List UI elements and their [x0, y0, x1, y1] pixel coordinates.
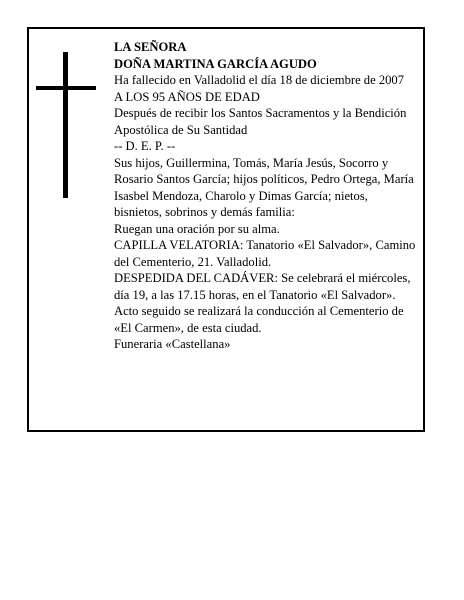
- prayer-line: Ruegan una oración por su alma.: [114, 221, 280, 236]
- cross-icon: [36, 52, 96, 198]
- cross-vertical-bar: [63, 52, 68, 198]
- death-info: Ha fallecido en Valladolid el día 18 de diciembre de 2007: [114, 73, 405, 87]
- cross-horizontal-bar: [36, 86, 96, 90]
- title-line-1: LA SEÑORA: [114, 40, 187, 54]
- age-line: A LOS 95 AÑOS DE EDAD: [114, 89, 260, 104]
- farewell-line: DESPEDIDA DEL CADÁVER: Se celebrará el miércoles, día 19, a las 17.15 horas, en el Tanatorio «El Salvador». Acto seguido se realizará la conducción al Cementerio de «El Carmen», de esta ciudad.: [114, 271, 411, 335]
- funeral-home-line: Funeraria «Castellana»: [114, 337, 231, 351]
- family-line: Sus hijos, Guillermina, Tomás, María Jesús, Socorro y Rosario Santos García; hijos políticos, Pedro Ortega, María Isasbel Mendoza, Charolo y Dimas García; nietos, bisnietos, sobrinos y demás familia:: [114, 155, 414, 219]
- deceased-name: DOÑA MARTINA GARCÍA AGUDO: [114, 56, 317, 71]
- obituary-text: [114, 39, 416, 353]
- chapel-line: CAPILLA VELATORIA: Tanatorio «El Salvador», Camino del Cementerio, 21. Valladolid.: [114, 238, 416, 269]
- sacraments-line: Después de recibir los Santos Sacramentos y la Bendición Apostólica de Su Santidad: [114, 106, 407, 137]
- rip-line: -- D. E. P. --: [114, 139, 176, 153]
